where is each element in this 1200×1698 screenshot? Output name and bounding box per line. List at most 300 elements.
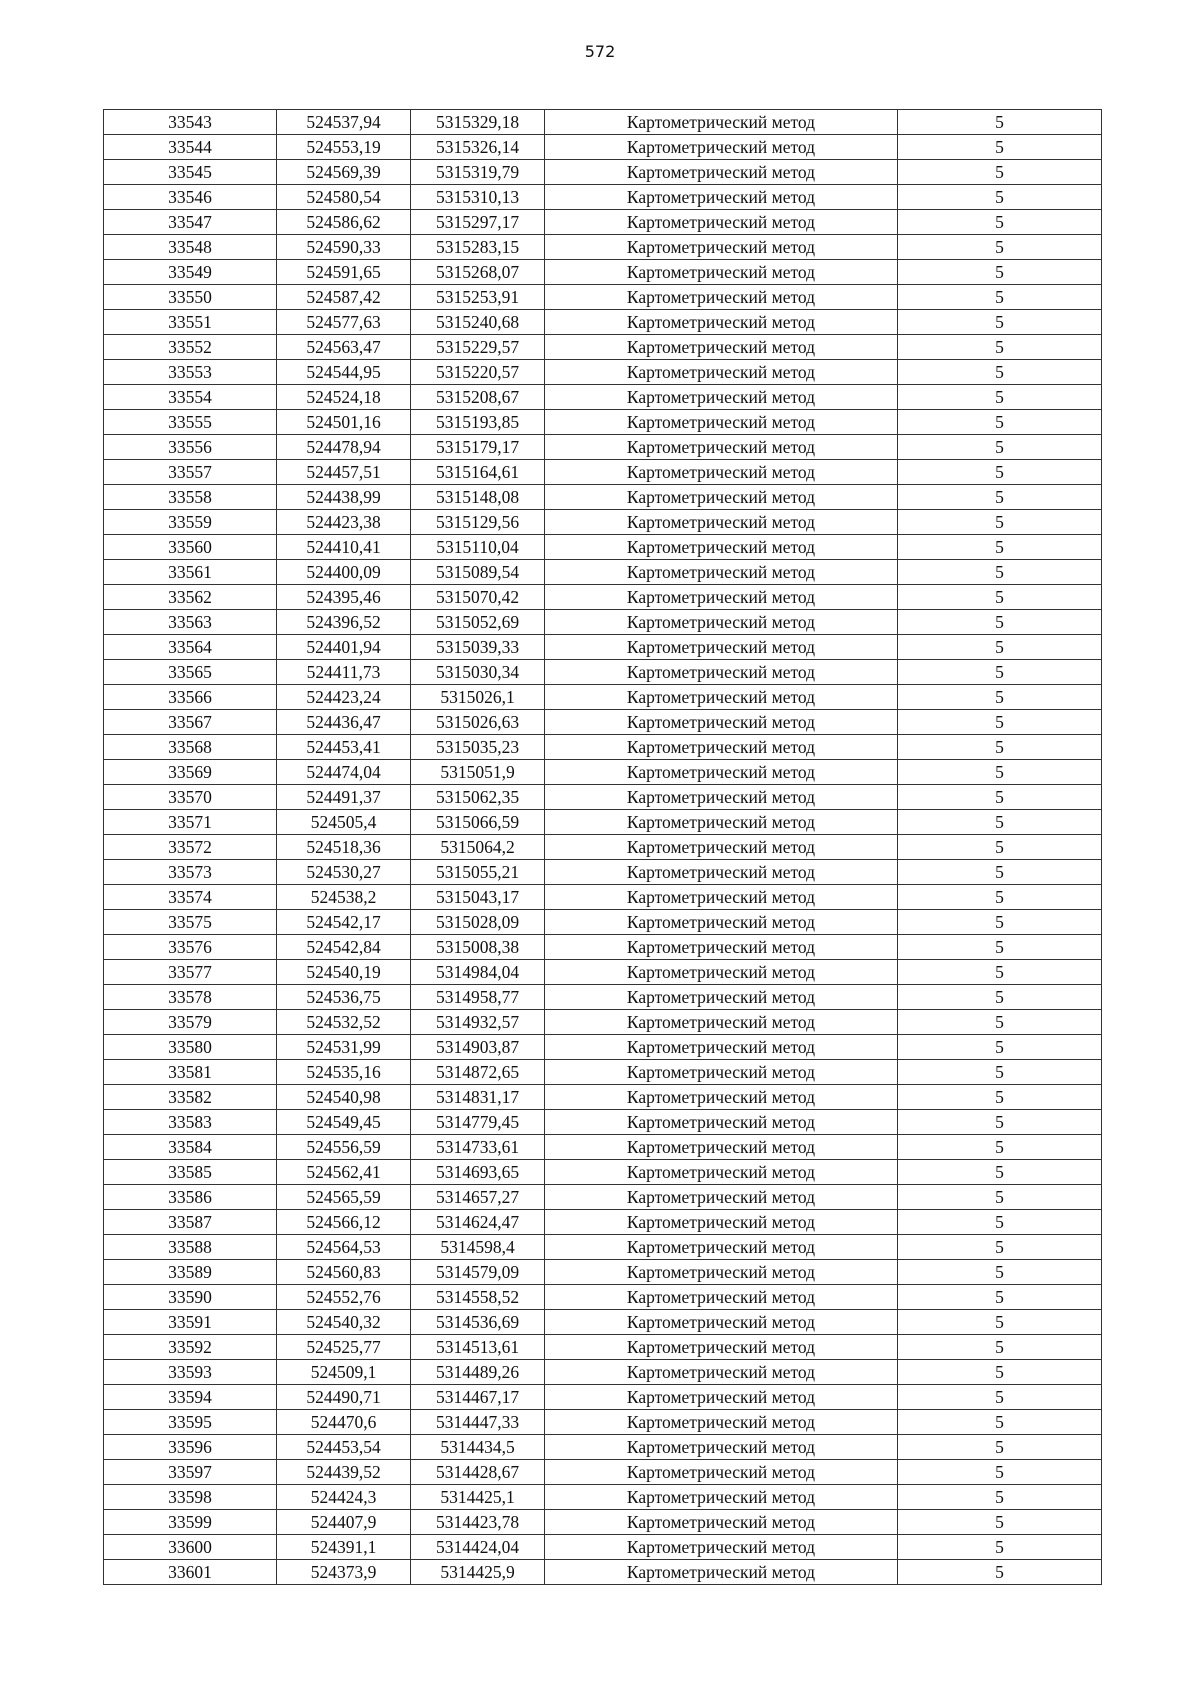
x-coordinate-cell: 524556,59 xyxy=(277,1135,411,1160)
accuracy-cell: 5 xyxy=(898,1185,1102,1210)
accuracy-cell: 5 xyxy=(898,1410,1102,1435)
x-coordinate-cell: 524395,46 xyxy=(277,585,411,610)
accuracy-cell: 5 xyxy=(898,1435,1102,1460)
x-coordinate-cell: 524552,76 xyxy=(277,1285,411,1310)
accuracy-cell: 5 xyxy=(898,435,1102,460)
table-row xyxy=(104,110,1102,135)
accuracy-cell: 5 xyxy=(898,560,1102,585)
y-coordinate-cell: 5315066,59 xyxy=(411,810,545,835)
method-cell: Картометрический метод xyxy=(545,1560,898,1585)
point-number-cell: 33593 xyxy=(104,1360,277,1385)
method-cell: Картометрический метод xyxy=(545,1160,898,1185)
x-coordinate-cell: 524401,94 xyxy=(277,635,411,660)
x-coordinate-cell: 524536,75 xyxy=(277,985,411,1010)
accuracy-cell: 5 xyxy=(898,285,1102,310)
x-coordinate-cell: 524525,77 xyxy=(277,1335,411,1360)
accuracy-cell: 5 xyxy=(898,985,1102,1010)
point-number-cell: 33591 xyxy=(104,1310,277,1335)
table-row xyxy=(104,785,1102,810)
x-coordinate-cell: 524436,47 xyxy=(277,710,411,735)
point-number-cell: 33578 xyxy=(104,985,277,1010)
point-number-cell: 33579 xyxy=(104,1010,277,1035)
y-coordinate-cell: 5315035,23 xyxy=(411,735,545,760)
x-coordinate-cell: 524566,12 xyxy=(277,1210,411,1235)
x-coordinate-cell: 524491,37 xyxy=(277,785,411,810)
method-cell: Картометрический метод xyxy=(545,285,898,310)
method-cell: Картометрический метод xyxy=(545,760,898,785)
table-row xyxy=(104,1185,1102,1210)
y-coordinate-cell: 5315326,14 xyxy=(411,135,545,160)
y-coordinate-cell: 5314467,17 xyxy=(411,1385,545,1410)
x-coordinate-cell: 524530,27 xyxy=(277,860,411,885)
point-number-cell: 33601 xyxy=(104,1560,277,1585)
method-cell: Картометрический метод xyxy=(545,335,898,360)
accuracy-cell: 5 xyxy=(898,210,1102,235)
x-coordinate-cell: 524540,32 xyxy=(277,1310,411,1335)
y-coordinate-cell: 5315208,67 xyxy=(411,385,545,410)
accuracy-cell: 5 xyxy=(898,910,1102,935)
accuracy-cell: 5 xyxy=(898,185,1102,210)
method-cell: Картометрический метод xyxy=(545,785,898,810)
y-coordinate-cell: 5315030,34 xyxy=(411,660,545,685)
x-coordinate-cell: 524560,83 xyxy=(277,1260,411,1285)
y-coordinate-cell: 5315062,35 xyxy=(411,785,545,810)
method-cell: Картометрический метод xyxy=(545,1010,898,1035)
method-cell: Картометрический метод xyxy=(545,1535,898,1560)
accuracy-cell: 5 xyxy=(898,585,1102,610)
method-cell: Картометрический метод xyxy=(545,1260,898,1285)
table-row xyxy=(104,910,1102,935)
method-cell: Картометрический метод xyxy=(545,685,898,710)
table-row xyxy=(104,810,1102,835)
accuracy-cell: 5 xyxy=(898,1310,1102,1335)
accuracy-cell: 5 xyxy=(898,1060,1102,1085)
table-row xyxy=(104,1160,1102,1185)
point-number-cell: 33546 xyxy=(104,185,277,210)
y-coordinate-cell: 5314984,04 xyxy=(411,960,545,985)
x-coordinate-cell: 524580,54 xyxy=(277,185,411,210)
y-coordinate-cell: 5315028,09 xyxy=(411,910,545,935)
table-row xyxy=(104,960,1102,985)
accuracy-cell: 5 xyxy=(898,1485,1102,1510)
table-row xyxy=(104,410,1102,435)
x-coordinate-cell: 524470,6 xyxy=(277,1410,411,1435)
point-number-cell: 33564 xyxy=(104,635,277,660)
y-coordinate-cell: 5315229,57 xyxy=(411,335,545,360)
table-row xyxy=(104,1235,1102,1260)
y-coordinate-cell: 5315070,42 xyxy=(411,585,545,610)
x-coordinate-cell: 524501,16 xyxy=(277,410,411,435)
point-number-cell: 33562 xyxy=(104,585,277,610)
accuracy-cell: 5 xyxy=(898,1560,1102,1585)
method-cell: Картометрический метод xyxy=(545,460,898,485)
method-cell: Картометрический метод xyxy=(545,635,898,660)
accuracy-cell: 5 xyxy=(898,160,1102,185)
y-coordinate-cell: 5315026,63 xyxy=(411,710,545,735)
x-coordinate-cell: 524540,98 xyxy=(277,1085,411,1110)
y-coordinate-cell: 5314624,47 xyxy=(411,1210,545,1235)
accuracy-cell: 5 xyxy=(898,510,1102,535)
table-row xyxy=(104,310,1102,335)
x-coordinate-cell: 524591,65 xyxy=(277,260,411,285)
table-row xyxy=(104,1435,1102,1460)
point-number-cell: 33600 xyxy=(104,1535,277,1560)
y-coordinate-cell: 5314693,65 xyxy=(411,1160,545,1185)
y-coordinate-cell: 5315220,57 xyxy=(411,360,545,385)
point-number-cell: 33555 xyxy=(104,410,277,435)
x-coordinate-cell: 524542,17 xyxy=(277,910,411,935)
y-coordinate-cell: 5315240,68 xyxy=(411,310,545,335)
y-coordinate-cell: 5314579,09 xyxy=(411,1260,545,1285)
method-cell: Картометрический метод xyxy=(545,835,898,860)
accuracy-cell: 5 xyxy=(898,685,1102,710)
x-coordinate-cell: 524524,18 xyxy=(277,385,411,410)
method-cell: Картометрический метод xyxy=(545,110,898,135)
method-cell: Картометрический метод xyxy=(545,360,898,385)
x-coordinate-cell: 524391,1 xyxy=(277,1535,411,1560)
x-coordinate-cell: 524569,39 xyxy=(277,160,411,185)
point-number-cell: 33552 xyxy=(104,335,277,360)
method-cell: Картометрический метод xyxy=(545,185,898,210)
x-coordinate-cell: 524478,94 xyxy=(277,435,411,460)
accuracy-cell: 5 xyxy=(898,335,1102,360)
method-cell: Картометрический метод xyxy=(545,1310,898,1335)
accuracy-cell: 5 xyxy=(898,735,1102,760)
method-cell: Картометрический метод xyxy=(545,1510,898,1535)
x-coordinate-cell: 524411,73 xyxy=(277,660,411,685)
x-coordinate-cell: 524400,09 xyxy=(277,560,411,585)
point-number-cell: 33548 xyxy=(104,235,277,260)
table-row xyxy=(104,935,1102,960)
y-coordinate-cell: 5315164,61 xyxy=(411,460,545,485)
point-number-cell: 33574 xyxy=(104,885,277,910)
method-cell: Картометрический метод xyxy=(545,235,898,260)
method-cell: Картометрический метод xyxy=(545,1385,898,1410)
method-cell: Картометрический метод xyxy=(545,1285,898,1310)
point-number-cell: 33586 xyxy=(104,1185,277,1210)
accuracy-cell: 5 xyxy=(898,860,1102,885)
table-row xyxy=(104,585,1102,610)
method-cell: Картометрический метод xyxy=(545,1210,898,1235)
method-cell: Картометрический метод xyxy=(545,935,898,960)
x-coordinate-cell: 524538,2 xyxy=(277,885,411,910)
point-number-cell: 33587 xyxy=(104,1210,277,1235)
point-number-cell: 33561 xyxy=(104,560,277,585)
point-number-cell: 33549 xyxy=(104,260,277,285)
method-cell: Картометрический метод xyxy=(545,1485,898,1510)
x-coordinate-cell: 524438,99 xyxy=(277,485,411,510)
accuracy-cell: 5 xyxy=(898,1260,1102,1285)
table-row xyxy=(104,510,1102,535)
y-coordinate-cell: 5314558,52 xyxy=(411,1285,545,1310)
table-row xyxy=(104,1535,1102,1560)
table-row xyxy=(104,1385,1102,1410)
point-number-cell: 33590 xyxy=(104,1285,277,1310)
x-coordinate-cell: 524396,52 xyxy=(277,610,411,635)
method-cell: Картометрический метод xyxy=(545,260,898,285)
table-row xyxy=(104,710,1102,735)
accuracy-cell: 5 xyxy=(898,1135,1102,1160)
accuracy-cell: 5 xyxy=(898,835,1102,860)
method-cell: Картометрический метод xyxy=(545,660,898,685)
method-cell: Картометрический метод xyxy=(545,1335,898,1360)
point-number-cell: 33584 xyxy=(104,1135,277,1160)
point-number-cell: 33553 xyxy=(104,360,277,385)
table-row xyxy=(104,1035,1102,1060)
y-coordinate-cell: 5314428,67 xyxy=(411,1460,545,1485)
y-coordinate-cell: 5315008,38 xyxy=(411,935,545,960)
x-coordinate-cell: 524537,94 xyxy=(277,110,411,135)
y-coordinate-cell: 5314434,5 xyxy=(411,1435,545,1460)
accuracy-cell: 5 xyxy=(898,1160,1102,1185)
point-number-cell: 33577 xyxy=(104,960,277,985)
x-coordinate-cell: 524474,04 xyxy=(277,760,411,785)
y-coordinate-cell: 5314903,87 xyxy=(411,1035,545,1060)
table-row xyxy=(104,1460,1102,1485)
x-coordinate-cell: 524453,41 xyxy=(277,735,411,760)
method-cell: Картометрический метод xyxy=(545,885,898,910)
point-number-cell: 33566 xyxy=(104,685,277,710)
table-row xyxy=(104,1060,1102,1085)
table-row xyxy=(104,685,1102,710)
table-row xyxy=(104,1560,1102,1585)
point-number-cell: 33576 xyxy=(104,935,277,960)
accuracy-cell: 5 xyxy=(898,1385,1102,1410)
method-cell: Картометрический метод xyxy=(545,410,898,435)
y-coordinate-cell: 5315283,15 xyxy=(411,235,545,260)
method-cell: Картометрический метод xyxy=(545,310,898,335)
accuracy-cell: 5 xyxy=(898,235,1102,260)
y-coordinate-cell: 5314779,45 xyxy=(411,1110,545,1135)
y-coordinate-cell: 5315329,18 xyxy=(411,110,545,135)
y-coordinate-cell: 5315148,08 xyxy=(411,485,545,510)
accuracy-cell: 5 xyxy=(898,1210,1102,1235)
point-number-cell: 33572 xyxy=(104,835,277,860)
accuracy-cell: 5 xyxy=(898,410,1102,435)
x-coordinate-cell: 524410,41 xyxy=(277,535,411,560)
accuracy-cell: 5 xyxy=(898,460,1102,485)
accuracy-cell: 5 xyxy=(898,1110,1102,1135)
accuracy-cell: 5 xyxy=(898,1235,1102,1260)
method-cell: Картометрический метод xyxy=(545,1235,898,1260)
accuracy-cell: 5 xyxy=(898,535,1102,560)
y-coordinate-cell: 5315055,21 xyxy=(411,860,545,885)
x-coordinate-cell: 524549,45 xyxy=(277,1110,411,1135)
method-cell: Картометрический метод xyxy=(545,585,898,610)
method-cell: Картометрический метод xyxy=(545,1060,898,1085)
table-row xyxy=(104,285,1102,310)
point-number-cell: 33544 xyxy=(104,135,277,160)
x-coordinate-cell: 524518,36 xyxy=(277,835,411,860)
table-row xyxy=(104,1085,1102,1110)
accuracy-cell: 5 xyxy=(898,710,1102,735)
accuracy-cell: 5 xyxy=(898,1510,1102,1535)
method-cell: Картометрический метод xyxy=(545,985,898,1010)
point-number-cell: 33595 xyxy=(104,1410,277,1435)
table-row xyxy=(104,460,1102,485)
y-coordinate-cell: 5314425,1 xyxy=(411,1485,545,1510)
accuracy-cell: 5 xyxy=(898,1335,1102,1360)
table-row xyxy=(104,560,1102,585)
table-row xyxy=(104,185,1102,210)
table-row xyxy=(104,135,1102,160)
accuracy-cell: 5 xyxy=(898,1035,1102,1060)
y-coordinate-cell: 5314831,17 xyxy=(411,1085,545,1110)
table-row xyxy=(104,1135,1102,1160)
point-number-cell: 33594 xyxy=(104,1385,277,1410)
point-number-cell: 33573 xyxy=(104,860,277,885)
point-number-cell: 33570 xyxy=(104,785,277,810)
y-coordinate-cell: 5315179,17 xyxy=(411,435,545,460)
table-row xyxy=(104,1310,1102,1335)
x-coordinate-cell: 524542,84 xyxy=(277,935,411,960)
y-coordinate-cell: 5315064,2 xyxy=(411,835,545,860)
x-coordinate-cell: 524423,24 xyxy=(277,685,411,710)
point-number-cell: 33560 xyxy=(104,535,277,560)
table-row xyxy=(104,485,1102,510)
x-coordinate-cell: 524457,51 xyxy=(277,460,411,485)
y-coordinate-cell: 5315110,04 xyxy=(411,535,545,560)
accuracy-cell: 5 xyxy=(898,1285,1102,1310)
y-coordinate-cell: 5315129,56 xyxy=(411,510,545,535)
table-row xyxy=(104,260,1102,285)
x-coordinate-cell: 524564,53 xyxy=(277,1235,411,1260)
method-cell: Картометрический метод xyxy=(545,1110,898,1135)
y-coordinate-cell: 5315319,79 xyxy=(411,160,545,185)
x-coordinate-cell: 524587,42 xyxy=(277,285,411,310)
accuracy-cell: 5 xyxy=(898,885,1102,910)
x-coordinate-cell: 524553,19 xyxy=(277,135,411,160)
method-cell: Картометрический метод xyxy=(545,1435,898,1460)
x-coordinate-cell: 524424,3 xyxy=(277,1485,411,1510)
point-number-cell: 33583 xyxy=(104,1110,277,1135)
table-row xyxy=(104,435,1102,460)
y-coordinate-cell: 5315253,91 xyxy=(411,285,545,310)
method-cell: Картометрический метод xyxy=(545,160,898,185)
table-row xyxy=(104,235,1102,260)
coordinates-table xyxy=(103,109,1102,1585)
y-coordinate-cell: 5314425,9 xyxy=(411,1560,545,1585)
table-row xyxy=(104,1210,1102,1235)
point-number-cell: 33545 xyxy=(104,160,277,185)
y-coordinate-cell: 5315297,17 xyxy=(411,210,545,235)
y-coordinate-cell: 5314958,77 xyxy=(411,985,545,1010)
point-number-cell: 33558 xyxy=(104,485,277,510)
accuracy-cell: 5 xyxy=(898,610,1102,635)
accuracy-cell: 5 xyxy=(898,1085,1102,1110)
x-coordinate-cell: 524540,19 xyxy=(277,960,411,985)
page-number: 572 xyxy=(584,42,616,61)
x-coordinate-cell: 524590,33 xyxy=(277,235,411,260)
accuracy-cell: 5 xyxy=(898,760,1102,785)
point-number-cell: 33571 xyxy=(104,810,277,835)
point-number-cell: 33550 xyxy=(104,285,277,310)
accuracy-cell: 5 xyxy=(898,360,1102,385)
method-cell: Картометрический метод xyxy=(545,1185,898,1210)
y-coordinate-cell: 5315310,13 xyxy=(411,185,545,210)
method-cell: Картометрический метод xyxy=(545,1085,898,1110)
x-coordinate-cell: 524453,54 xyxy=(277,1435,411,1460)
method-cell: Картометрический метод xyxy=(545,1460,898,1485)
method-cell: Картометрический метод xyxy=(545,1135,898,1160)
x-coordinate-cell: 524532,52 xyxy=(277,1010,411,1035)
point-number-cell: 33554 xyxy=(104,385,277,410)
x-coordinate-cell: 524407,9 xyxy=(277,1510,411,1535)
table-row xyxy=(104,335,1102,360)
point-number-cell: 33575 xyxy=(104,910,277,935)
method-cell: Картометрический метод xyxy=(545,810,898,835)
point-number-cell: 33565 xyxy=(104,660,277,685)
point-number-cell: 33559 xyxy=(104,510,277,535)
accuracy-cell: 5 xyxy=(898,935,1102,960)
table-row xyxy=(104,985,1102,1010)
x-coordinate-cell: 524490,71 xyxy=(277,1385,411,1410)
point-number-cell: 33597 xyxy=(104,1460,277,1485)
x-coordinate-cell: 524423,38 xyxy=(277,510,411,535)
method-cell: Картометрический метод xyxy=(545,135,898,160)
accuracy-cell: 5 xyxy=(898,1460,1102,1485)
y-coordinate-cell: 5315051,9 xyxy=(411,760,545,785)
y-coordinate-cell: 5314424,04 xyxy=(411,1535,545,1560)
accuracy-cell: 5 xyxy=(898,635,1102,660)
method-cell: Картометрический метод xyxy=(545,710,898,735)
table-row xyxy=(104,1510,1102,1535)
x-coordinate-cell: 524544,95 xyxy=(277,360,411,385)
method-cell: Картометрический метод xyxy=(545,860,898,885)
table-row xyxy=(104,860,1102,885)
method-cell: Картометрический метод xyxy=(545,610,898,635)
method-cell: Картометрический метод xyxy=(545,535,898,560)
method-cell: Картометрический метод xyxy=(545,1035,898,1060)
x-coordinate-cell: 524565,59 xyxy=(277,1185,411,1210)
table-row xyxy=(104,535,1102,560)
table-row xyxy=(104,1110,1102,1135)
point-number-cell: 33596 xyxy=(104,1435,277,1460)
point-number-cell: 33581 xyxy=(104,1060,277,1085)
accuracy-cell: 5 xyxy=(898,1360,1102,1385)
table-row xyxy=(104,1335,1102,1360)
y-coordinate-cell: 5315089,54 xyxy=(411,560,545,585)
table-row xyxy=(104,760,1102,785)
x-coordinate-cell: 524505,4 xyxy=(277,810,411,835)
point-number-cell: 33547 xyxy=(104,210,277,235)
accuracy-cell: 5 xyxy=(898,660,1102,685)
point-number-cell: 33592 xyxy=(104,1335,277,1360)
table-row xyxy=(104,1010,1102,1035)
y-coordinate-cell: 5315026,1 xyxy=(411,685,545,710)
accuracy-cell: 5 xyxy=(898,960,1102,985)
table-row xyxy=(104,1285,1102,1310)
x-coordinate-cell: 524509,1 xyxy=(277,1360,411,1385)
point-number-cell: 33551 xyxy=(104,310,277,335)
x-coordinate-cell: 524563,47 xyxy=(277,335,411,360)
y-coordinate-cell: 5314513,61 xyxy=(411,1335,545,1360)
y-coordinate-cell: 5315193,85 xyxy=(411,410,545,435)
y-coordinate-cell: 5314423,78 xyxy=(411,1510,545,1535)
table-row xyxy=(104,735,1102,760)
method-cell: Картометрический метод xyxy=(545,960,898,985)
method-cell: Картометрический метод xyxy=(545,435,898,460)
y-coordinate-cell: 5314657,27 xyxy=(411,1185,545,1210)
accuracy-cell: 5 xyxy=(898,1010,1102,1035)
accuracy-cell: 5 xyxy=(898,385,1102,410)
method-cell: Картометрический метод xyxy=(545,210,898,235)
y-coordinate-cell: 5315043,17 xyxy=(411,885,545,910)
y-coordinate-cell: 5315039,33 xyxy=(411,635,545,660)
accuracy-cell: 5 xyxy=(898,810,1102,835)
y-coordinate-cell: 5314598,4 xyxy=(411,1235,545,1260)
table-row xyxy=(104,885,1102,910)
